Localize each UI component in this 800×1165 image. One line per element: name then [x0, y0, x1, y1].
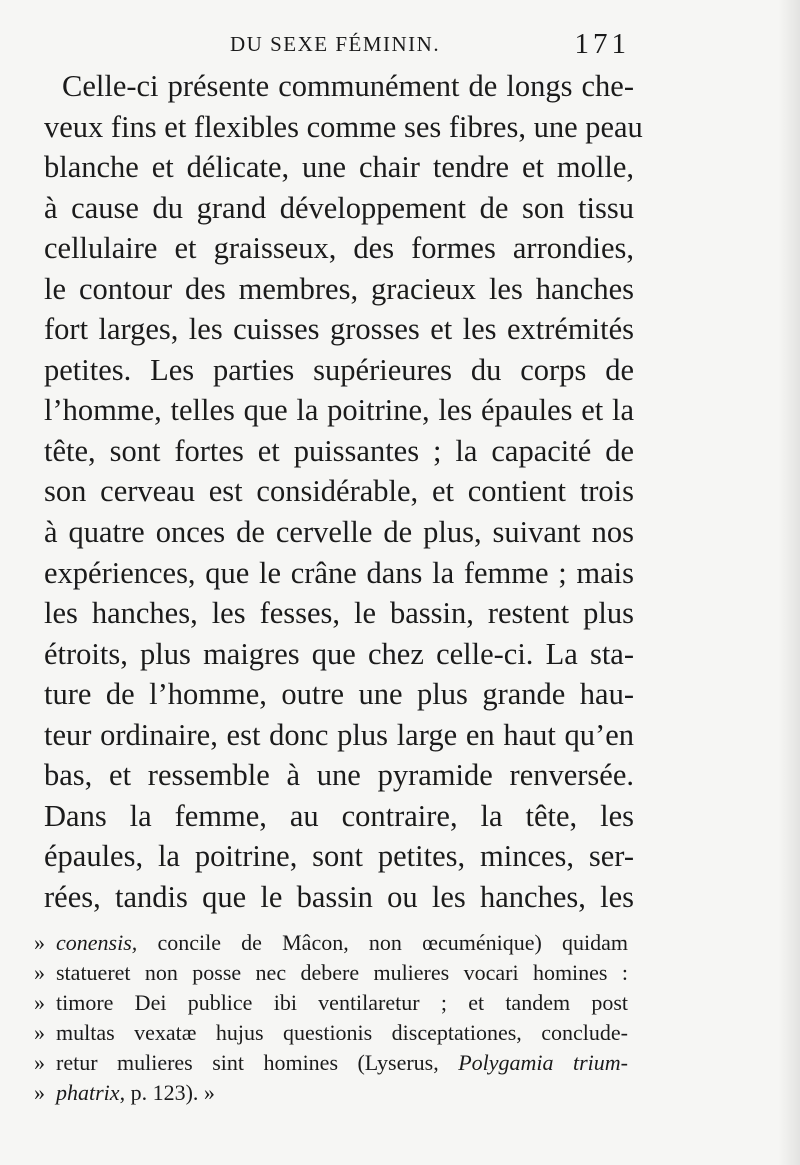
body-line: Dans la femme, au contraire, la tête, les [44, 798, 634, 833]
body-line: les hanches, les fesses, le bassin, restent plus [44, 596, 634, 631]
body-line: étroits, plus maigres que chez celle-ci. La sta- [44, 636, 634, 671]
body-line: l’homme, telles que la poitrine, les épaules et la [44, 393, 634, 428]
footnote-text [56, 928, 628, 958]
body-line: fort larges, les cuisses grosses et les extrémités [44, 312, 634, 347]
body-line: le contour des membres, gracieux les hanches [44, 271, 634, 306]
footnote-line [34, 928, 628, 958]
body-text [44, 66, 643, 917]
footnote-text-pre: statueret non posse nec debere mulieres vocari homines : [56, 960, 628, 985]
footnote-text-pre: multas vexatæ hujus questionis disceptationes, conclude- [56, 1020, 628, 1045]
body-line: expériences, que le crâne dans la femme ; mais [44, 555, 634, 590]
footnote-text-pre: timore Dei publice ibi ventilaretur ; et tandem post [56, 990, 628, 1015]
footnote-text [56, 1048, 628, 1078]
footnote-text [56, 988, 628, 1018]
page-number: 171 [574, 28, 630, 60]
page-gutter-shadow [778, 0, 800, 1165]
footnote-quote-mark: » [34, 960, 45, 985]
footnote-quote-mark: » [34, 990, 45, 1015]
footnote-quote-mark: » [34, 1020, 45, 1045]
footnote-quote-mark: » [34, 1050, 45, 1075]
body-line: tête, sont fortes et puissantes ; la capacité de [44, 433, 634, 468]
body-line: à cause du grand développement de son tissu [44, 190, 634, 225]
body-line: blanche et délicate, une chair tendre et molle, [44, 150, 634, 185]
footnote-line [34, 1078, 628, 1108]
footnote-text-post: , p. 123). » [119, 1080, 215, 1105]
body-line: petites. Les parties supérieures du corps de [44, 352, 634, 387]
body-line: rées, tandis que le bassin ou les hanches, les [44, 879, 634, 914]
footnote-text-italic: phatrix [56, 1080, 120, 1105]
body-line: cellulaire et graisseux, des formes arrondies, [44, 231, 634, 266]
footnote-text [56, 1018, 628, 1048]
footnote-line [34, 958, 628, 988]
footnote-line [34, 1048, 628, 1078]
footnote-quote-mark: » [34, 930, 45, 955]
body-line: à quatre onces de cervelle de plus, suivant nos [44, 515, 634, 550]
footnote-text-italic: conensis, [56, 930, 138, 955]
body-line: Celle-ci présente communément de longs che- [62, 69, 634, 103]
body-line: veux fins et flexibles comme ses fibres, une peau [44, 109, 643, 144]
body-line: bas, et ressemble à une pyramide renversée. [44, 758, 634, 793]
body-line: ture de l’homme, outre une plus grande hau- [44, 677, 634, 712]
body-line: teur ordinaire, est donc plus large en haut qu’en [44, 717, 634, 752]
footnote-text [56, 1078, 628, 1108]
footnote [34, 928, 628, 1108]
body-line: son cerveau est considérable, et contient trois [44, 474, 634, 509]
footnote-line [34, 1018, 628, 1048]
footnote-text-post: concile de Mâcon, non œcuménique) quidam [137, 930, 628, 955]
page-header [230, 28, 630, 62]
body-line: épaules, la poitrine, sont petites, minces, ser- [44, 839, 634, 874]
footnote-text [56, 958, 628, 988]
footnote-quote-mark: » [34, 1080, 45, 1105]
footnote-text-italic: Polygamia trium- [458, 1050, 628, 1075]
footnote-line [34, 988, 628, 1018]
footnote-text-pre: retur mulieres sint homines (Lyserus, [56, 1050, 459, 1075]
running-title: DU SEXE FÉMININ. [230, 32, 441, 56]
